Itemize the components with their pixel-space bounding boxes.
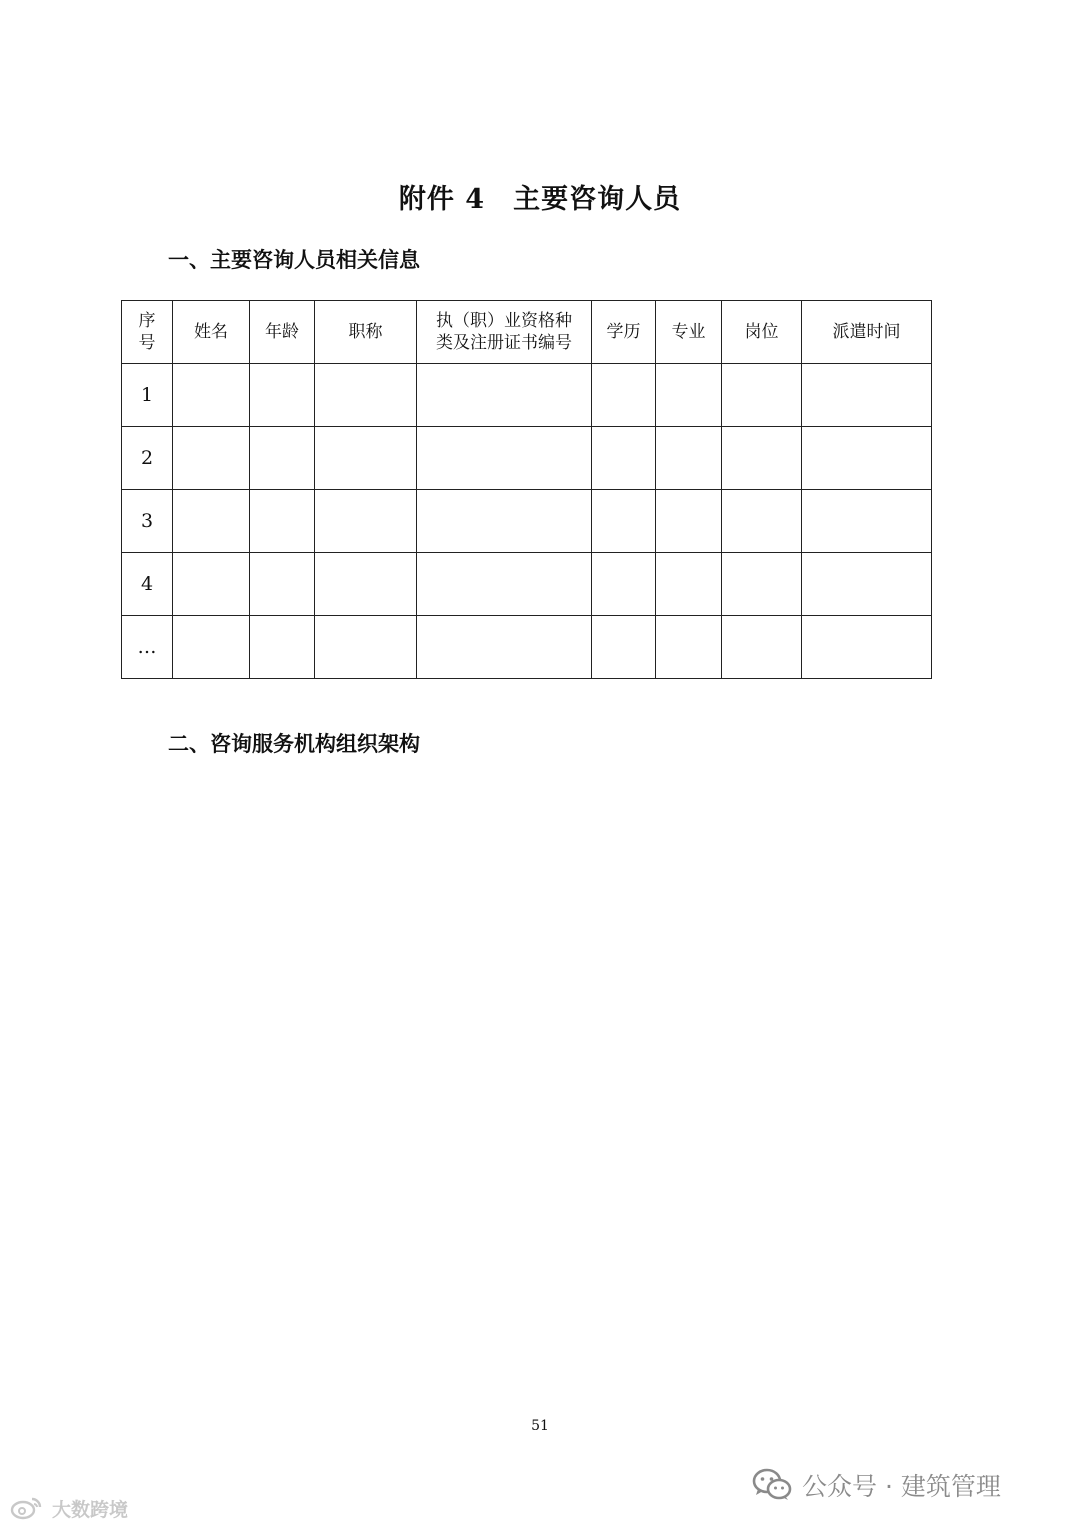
row-number-cell: 2 [122,427,173,490]
empty-cell [802,427,932,490]
empty-cell [417,427,592,490]
empty-cell [802,490,932,553]
header-education: 学历 [592,301,656,364]
title-prefix: 附件 4 [398,184,486,215]
empty-cell [315,490,417,553]
row-number-cell: 4 [122,553,173,616]
section-heading-personnel-info: 一、主要咨询人员相关信息 [168,247,420,272]
row-number-cell: 1 [122,364,173,427]
watermark-weibo-text: 大数跨境 [52,1498,129,1521]
empty-cell [722,553,802,616]
row-number-cell: 3 [122,490,173,553]
empty-cell [592,427,656,490]
empty-cell [315,364,417,427]
empty-cell [173,490,250,553]
table-row [122,553,932,616]
header-position: 岗位 [722,301,802,364]
watermark-weibo [10,1493,128,1523]
empty-cell [656,427,722,490]
empty-cell [722,364,802,427]
empty-cell [656,616,722,679]
header-age: 年龄 [250,301,315,364]
table-row [122,427,932,490]
empty-cell [656,553,722,616]
header-major: 专业 [656,301,722,364]
empty-cell [250,364,315,427]
page-number: 51 [531,1418,549,1434]
personnel-table [121,300,932,679]
empty-cell [417,364,592,427]
header-serial-number: 序 号 [122,301,173,364]
table-row [122,616,932,679]
empty-cell [173,553,250,616]
table-row [122,364,932,427]
title-text: 主要咨询人员 [513,184,682,215]
empty-cell [315,427,417,490]
wechat-icon [752,1468,792,1502]
header-title: 职称 [315,301,417,364]
empty-cell [315,553,417,616]
empty-cell [417,616,592,679]
empty-cell [250,427,315,490]
empty-cell [802,364,932,427]
row-number-cell: … [122,616,173,679]
empty-cell [417,553,592,616]
header-name: 姓名 [173,301,250,364]
empty-cell [802,553,932,616]
empty-cell [656,490,722,553]
watermark-wechat-text: 公众号 · 建筑管理 [802,1472,1001,1501]
empty-cell [173,616,250,679]
header-qualification: 执（职）业资格种 类及注册证书编号 [417,301,592,364]
empty-cell [173,364,250,427]
page-title [0,180,1080,220]
empty-cell [592,364,656,427]
empty-cell [250,616,315,679]
section-heading-org-structure: 二、咨询服务机构组织架构 [168,731,420,756]
empty-cell [315,616,417,679]
empty-cell [802,616,932,679]
empty-cell [656,364,722,427]
watermark-wechat [752,1465,1001,1505]
empty-cell [250,490,315,553]
empty-cell [417,490,592,553]
header-dispatch-time: 派遣时间 [802,301,932,364]
table-row [122,490,932,553]
empty-cell [592,616,656,679]
table-header-row [122,301,932,364]
empty-cell [722,427,802,490]
empty-cell [173,427,250,490]
empty-cell [722,490,802,553]
empty-cell [250,553,315,616]
weibo-icon [10,1495,48,1521]
empty-cell [592,553,656,616]
empty-cell [722,616,802,679]
empty-cell [592,490,656,553]
